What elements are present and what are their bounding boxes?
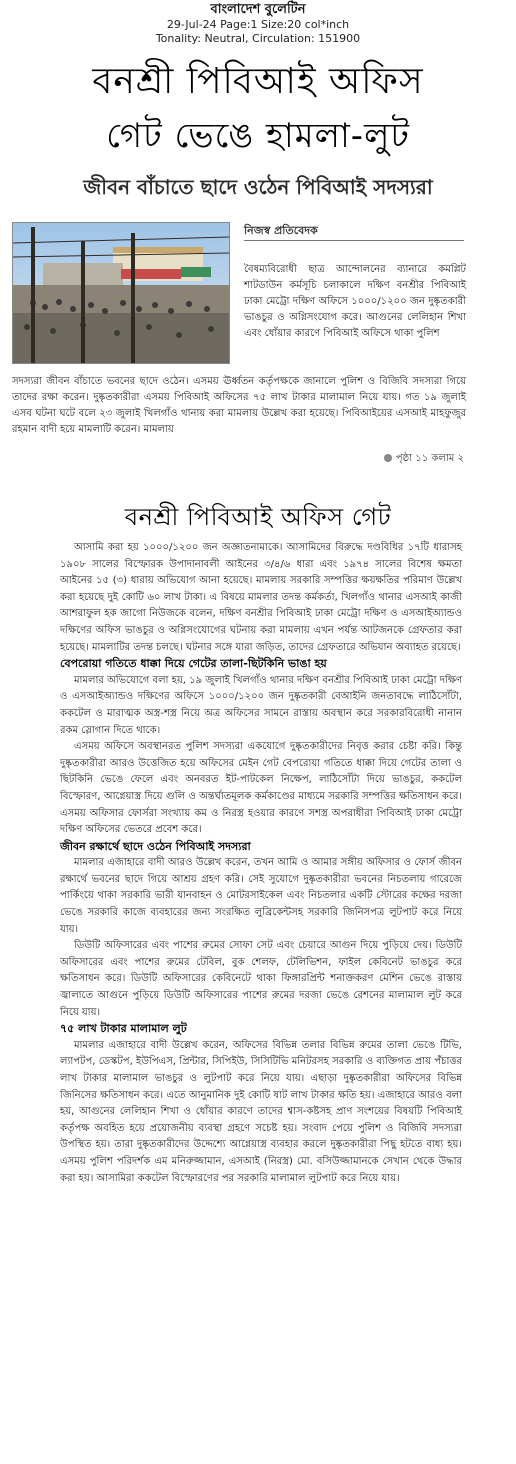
jump-subheading-3: ৭৫ লাখ টাকার মালামাল লুট [60, 1022, 187, 1036]
headline-line-2: গেট ভেঙে হামলা-লুট [106, 116, 410, 156]
lead-paragraph-right-column: বৈষম্যবিরোধী ছাত্র আন্দোলনের ব্যানারে কমপ্লিট শাটডাউন কর্মসূচি চলাকালে দক্ষিণ বনশ্রীর পিবিআই ঢাকা মেট্রো দক্ষিণ অফিসে ১০০০/১২০০ জন দুষ্কৃতকারী ভাঙচুর ও অগ্নিসংযোগ করে। আগুনের লেলিহান শিখা এবং ধোঁয়ার কারণে পিবিআই অফিসে থাকা পুলিশ [244, 264, 466, 339]
headline-line-1: বনশ্রী পিবিআই অফিস [92, 61, 424, 102]
news-photo-image [13, 223, 229, 363]
jump-paragraph-5: ডিউটি অফিসারের এবং পাশের রুমের সোফা সেট এবং চেয়ারে আগুন দিয়ে পুড়িয়ে দেয়। ডিউটি অফিসারের এবং পাশের রুমের টেবিল, বুক শেলফ, টেলিভিশন, ফাইল কেবিনেট ভাঙচুর করে ক্ষতিসাধন করে। ডিউটি অফিসারের কেবিনেটে থাকা ফিঙ্গারপ্রিন্ট শনাক্তকরণ মেশিন ভেঙে রাস্তায় জ্বালাতে আগুনে পুড়িয়ে ডিউটি অফিসারের পাশের রুমের দরজা ভেঙে রেশনের মালামাল লুট করে নিয়ে যায়। [60, 940, 462, 1018]
jump-paragraph-6: মামলার এজাহারে বাদী উল্লেখ করেন, অফিসের বিভিন্ন তলার বিভিন্ন রুমের তালা ভেঙে টিভি, ল্যাপটপ, ডেস্কটপ, ইউপিএস, প্রিন্টার, সিপিইউ, সিসিটিভি মনিটরসহ সরকারি ও ব্যক্তিগত প্রায় পঁচাত্তর লাখ টাকার মালামাল ভাঙচুর ও লুটপাট করে নিয়ে যায়। এছাড়া দুষ্কৃতকারীরা অফিসের বিভিন্ন জিনিসের ক্ষতিসাধন করে। এতে আনুমানিক দুই কোটি ষাট লাখ টাকার ক্ষতি হয়। এজাহারে আরও বলা হয়, আগুনের লেলিহান শিখা ও ধোঁয়ার কারণে তাদের শ্বাস-কষ্টসহ প্রাণ সংশয়ের বিষয়টি পিবিআই কর্তৃপক্ষ অবহিত হয়ে প্রয়োজনীয় ব্যবস্থা গ্রহণে সচেষ্ট হয়। সংবাদ পেয়ে পুলিশ ও বিজিবি সদস্যরা উপস্থিত হয়। তারা দুষ্কৃতকারীদের উদ্দেশ্যে আগ্নেয়াস্ত্র ব্যবহার করলে দুষ্কৃতকারীরা পিছু হটতে বাধ্য হয়। এসময় পুলিশ পরিদর্শক এম মনিরুজ্জামান, এসআই (নিরস্ত্র) মো. বসিউজ্জামানকে সেখান থেকে উদ্ধার করা হয়। আসামিরা ককটেল বিস্ফোরণের পর সরকারি মালামাল লুটপাট করে নিয়ে যায়। [60, 1039, 462, 1184]
jump-paragraph-3: এসময় অফিসে অবস্থানরত পুলিশ সদস্যরা একযোগে দুষ্কৃতকারীদের নিবৃত্ত করার চেষ্টা করি। কিন্তু দুষ্কৃতকারীরা আরও উত্তেজিত হয়ে অফিসের মেইন গেট বেপরোয়া গতিতে ধাক্কা দিয়ে গেটের তালা ও ছিটকিনি ভেঙে ফেলে এবং অনবরত ইট-পাটকেল নিক্ষেপ, লাঠিসোঁটা দিয়ে ভাঙচুর, ককটেল বিস্ফোরণ, আগ্নেয়াস্ত্র দিয়ে গুলি ও অন্তর্ঘাতমূলক কর্মকাণ্ডের মাধ্যমে সরকারি সম্পত্তির ক্ষতিসাধন করে। এসময় অফিসার ফোর্সরা সংখ্যায় কম ও নিরস্ত্র হওয়ার কারণে সশস্ত্র অপরাধীরা পিবিআই ঢাকা মেট্রো দক্ষিণ অফিসের ভেতরে প্রবেশ করে। [60, 741, 462, 836]
jump-paragraph-4: মামলার এজাহারে বাদী আরও উল্লেখ করেন, তখন আমি ও আমার সঙ্গীয় অফিসার ও ফোর্স জীবন রক্ষার্থে ভবনের ছাদে গিয়ে আশ্রয় গ্রহণ করি। সেই সুযোগে দুষ্কৃতকারীরা ভবনের নিচতলায় গারেজে পার্কিংয়ে থাকা সরকারি ভারী যানবাহন ও মোটরসাইকেল এবং নিচতলার একটি স্টোরের কক্ষের দরজা ভেঙে সরকারি কাজে ব্যবহারের জন্য সংরক্ষিত লুব্রিকেন্টসহ সরকারি জিনিসপত্র লুটপাট করে নিয়ে যায়। [60, 857, 462, 935]
jump-subheading-2: জীবন রক্ষার্থে ছাদে ওঠেন পিবিআই সদস্যরা [60, 839, 251, 853]
byline: নিজস্ব প্রতিবেদক [244, 224, 464, 241]
jump-paragraph-2: মামলার অভিযোগে বলা হয়, ১৯ জুলাই খিলগাঁও থানার দক্ষিণ বনশ্রীর পিবিআই ঢাকা মেট্রো দক্ষিণ ও এসআইঅ্যান্ডও দক্ষিণের অফিসে ১০০০/১২০০ জন দুষ্কৃতকারী বেআইনি জনতাবদ্ধে লাঠিসোঁটা, ককটেল ও মারাত্মক অস্ত্র-শস্ত্র নিয়ে অত্র অফিসের সামনে রাস্তায় অবস্থান করে সরকারবিরোধী নানান রকম স্লোগান দিতে থাকে। [60, 674, 462, 736]
subheadline: জীবন বাঁচাতে ছাদে ওঠেন পিবিআই সদস্যরা [83, 175, 433, 199]
bullet-icon [384, 454, 392, 462]
jump-page-title: বনশ্রী পিবিআই অফিস গেট [124, 503, 392, 531]
clip-tonality-circulation: Tonality: Neutral, Circulation: 151900 [155, 32, 361, 45]
news-photo [12, 222, 230, 364]
jump-page-body [60, 540, 462, 1187]
lead-paragraph-full-width: সদস্যরা জীবন বাঁচাতে ভবনের ছাদে ওঠেন। এসময় ঊর্ধ্বতন কর্তৃপক্ষকে জানালে পুলিশ ও বিজিবি সদস্যরা গিয়ে তাদের রক্ষা করেন। দুষ্কৃতকারীরা এসময় পিবিআই অফিসের ৭৫ লাখ টাকার মালামাল নিয়ে যায়। গত ১৯ জুলাই এসব ঘটনা ঘটে বলে ২৩ জুলাই খিলগাঁও থানায় করা মামলায় উল্লেখ করা হয়েছে। পিবিআইয়ের এসআই মাহফুজুর রহমান বাদী হয়ে মামলাটি করেন। মামলায় [12, 376, 466, 435]
clipping-header [0, 2, 516, 46]
continued-on-page [384, 452, 464, 466]
jump-subheading-1: বেপরোয়া গতিতে ধাক্কা দিয়ে গেটের তালা-ছিটকিনি ভাঙা হয় [60, 657, 327, 671]
jump-paragraph-1: আসামি করা হয় ১০০০/১২০০ জন অজ্ঞাতনামাকে। আসামিদের বিরুদ্ধে দণ্ডবিধির ১৭টি ধারাসহ ১৯০৮ সালের বিস্ফোরক উপাদানাবলী আইনের ৩/৪/৬ ধারা এবং ১৯৭৪ সালের বিশেষ ক্ষমতা আইনের ১৫ (৩) ধারায় অভিযোগ আনা হয়েছে। মামলায় সরকারি সম্পত্তির ক্ষয়ক্ষতির পরিমাণ উল্লেখ করা হয়েছে দুই কোটি ৬০ লাখ টাকা। এ বিষয়ে মামলার তদন্ত কর্মকর্তা, খিলগাঁও থানার এসআই কাজী আশরাফুল হক জাগো নিউজকে বলেন, দক্ষিণ বনশ্রীর পিবিআই ঢাকা মেট্রো দক্ষিণ ও এসআইঅ্যান্ডও দক্ষিণের অফিস ভাঙচুর ও অগ্নিসংযোগের ঘটনায় করা মামলায় এখন পর্যন্ত আটজনকে গ্রেফতার করা হয়েছে। মামলাটির তদন্ত চলছে। ঘটনার সঙ্গে যারা জড়িত, তাদের গ্রেফতারে অভিযান অব্যাহত রয়েছে। [60, 542, 462, 653]
clip-date-page-size: 29-Jul-24 Page:1 Size:20 col*inch [166, 18, 350, 31]
newspaper-name: বাংলাদেশ বুলেটিন [210, 2, 306, 17]
continued-on-text: পৃষ্ঠা ১১ কলাম ২ [395, 453, 464, 464]
